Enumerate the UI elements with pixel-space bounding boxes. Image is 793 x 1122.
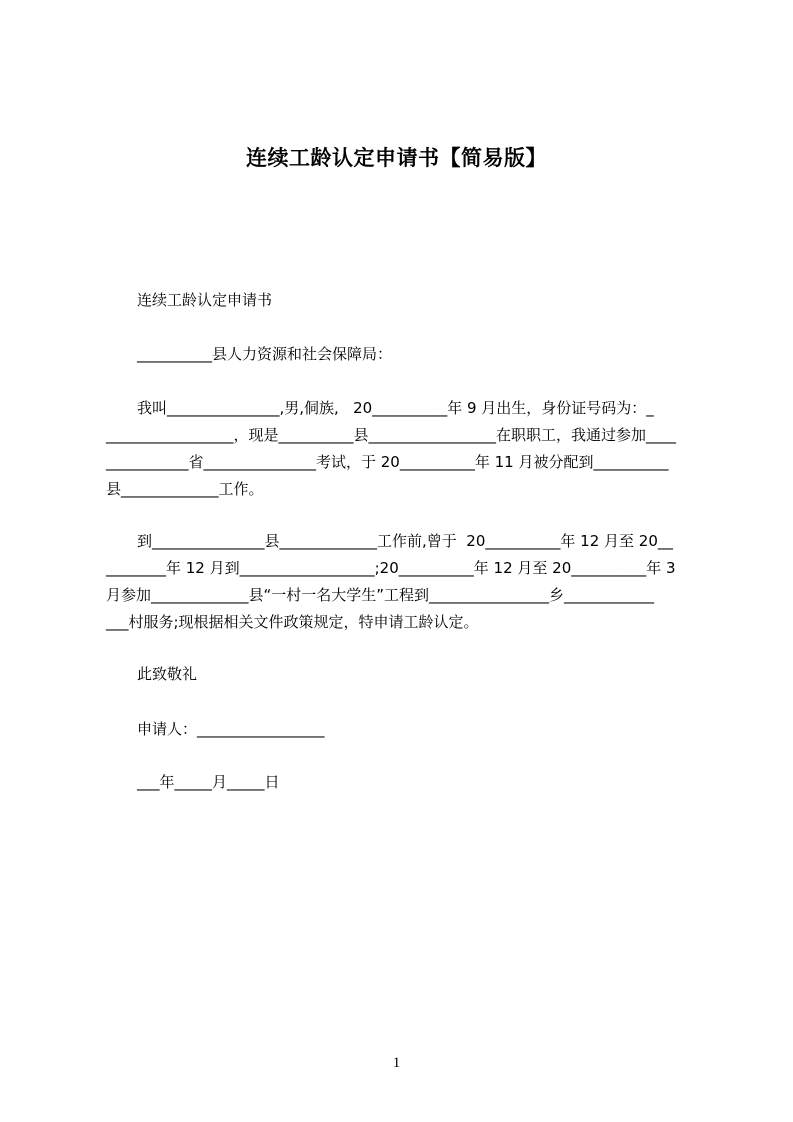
paragraph-line: 到_______________县_____________工作前,曾于 20__________年 12 月至 20__ bbox=[137, 532, 673, 550]
letter-heading: 连续工龄认定申请书 bbox=[137, 291, 273, 309]
closing-salutation: 此致敬礼 bbox=[137, 665, 198, 683]
paragraph-line: 县_____________工作。 bbox=[106, 480, 264, 498]
addressee-line: __________县人力资源和社会保障局： bbox=[137, 345, 393, 363]
paragraph-line: 月参加_____________县“一村一名大学生”工程到________________乡____________ bbox=[106, 586, 655, 604]
applicant-signature-line: 申请人：_________________ bbox=[137, 720, 325, 738]
paragraph-line: ________年 12 月到__________________;20__________年 12 月至 20__________年 3 bbox=[106, 559, 676, 577]
paragraph-line: 我叫_______________,男,侗族, 20__________年 9 月出生，身份证号码为：_ bbox=[137, 399, 654, 417]
page-number: 1 bbox=[392, 1055, 401, 1071]
document-title: 连续工龄认定申请书【简易版】 bbox=[246, 146, 547, 170]
paragraph-line: _________________，现是__________县_________________在职职工，我通过参加____ bbox=[106, 426, 677, 444]
paragraph-line: ___________省_______________考试，于 20__________年 11 月被分配到__________ bbox=[106, 453, 669, 471]
date-line: ___年_____月_____日 bbox=[137, 773, 280, 791]
paragraph-line: ___村服务;现根据相关文件政策规定，特申请工龄认定。 bbox=[106, 613, 479, 631]
